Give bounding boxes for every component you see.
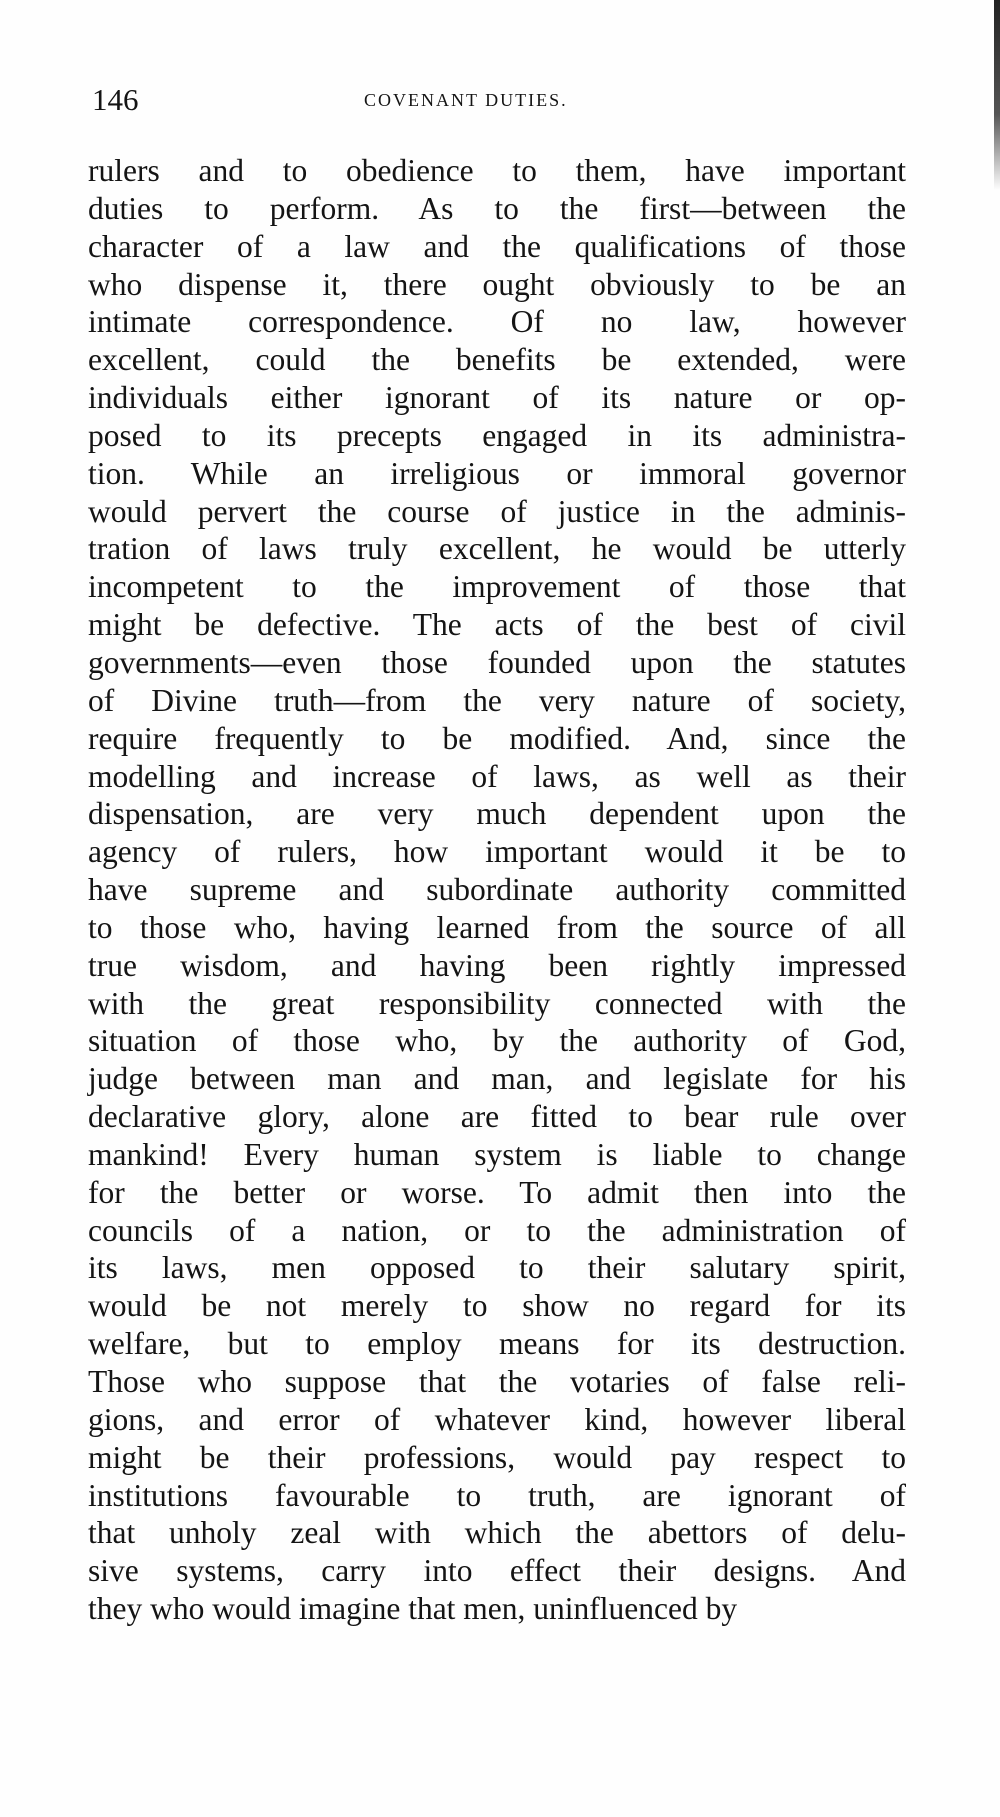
text-line: might be defective. The acts of the best of civil (88, 607, 906, 643)
text-line: who dispense it, there ought obviously to be an (88, 266, 906, 302)
text-line: situation of those who, by the authority of God, (88, 1023, 906, 1059)
text-line: incompetent to the improvement of those that (88, 569, 906, 605)
text-line: welfare, but to employ means for its destruction. (88, 1326, 906, 1362)
text-line: they who would imagine that men, uninfluenced by (88, 1591, 738, 1627)
running-head (92, 80, 902, 120)
text-line: tration of laws truly excellent, he would be utterly (88, 531, 906, 567)
text-line: dispensation, are very much dependent upon the (88, 796, 906, 832)
text-line: might be their professions, would pay respect to (88, 1439, 906, 1475)
text-line: would be not merely to show no regard for its (88, 1288, 906, 1324)
text-line: sive systems, carry into effect their designs. And (88, 1553, 906, 1589)
text-line: councils of a nation, or to the administration of (88, 1212, 906, 1248)
text-line: individuals either ignorant of its nature or op- (88, 380, 906, 416)
text-line: gions, and error of whatever kind, however liberal (88, 1401, 906, 1437)
text-line: judge between man and man, and legislate for his (88, 1061, 906, 1097)
text-line: have supreme and subordinate authority committed (88, 872, 906, 908)
text-line: rulers and to obedience to them, have important (88, 153, 906, 188)
text-line: tion. While an irreligious or immoral governor (88, 455, 906, 491)
text-line: declarative glory, alone are fitted to bear rule over (88, 1099, 906, 1135)
page-number: 146 (92, 82, 139, 117)
text-line: of Divine truth—from the very nature of society, (88, 682, 906, 718)
text-line: excellent, could the benefits be extended, were (88, 342, 906, 378)
text-line: intimate correspondence. Of no law, however (88, 304, 906, 340)
running-title: COVENANT DUTIES. (364, 90, 568, 110)
text-line: true wisdom, and having been rightly impressed (88, 947, 906, 983)
text-line: require frequently to be modified. And, since the (88, 720, 906, 756)
text-line: governments—even those founded upon the statutes (88, 644, 906, 680)
text-line: would pervert the course of justice in the adminis- (88, 493, 906, 529)
body-paragraph (88, 152, 906, 1628)
text-line: with the great responsibility connected with the (88, 985, 906, 1021)
text-line: to those who, having learned from the source of all (88, 909, 906, 945)
text-line: Those who suppose that the votaries of false reli- (88, 1364, 906, 1399)
text-line: character of a law and the qualifications of those (88, 228, 906, 264)
text-line: posed to its precepts engaged in its administra- (88, 417, 906, 453)
text-line: duties to perform. As to the first—between the (88, 190, 906, 226)
text-line: for the better or worse. To admit then into the (88, 1174, 906, 1210)
text-line: mankind! Every human system is liable to change (88, 1136, 906, 1172)
text-line: its laws, men opposed to their salutary spirit, (88, 1250, 906, 1286)
text-line: that unholy zeal with which the abettors of delu- (88, 1515, 906, 1551)
text-line: institutions favourable to truth, are ignorant of (88, 1477, 906, 1513)
page-edge-shadow (994, 0, 1000, 190)
text-line: modelling and increase of laws, as well as their (88, 758, 906, 794)
text-line: agency of rulers, how important would it be to (88, 834, 906, 870)
